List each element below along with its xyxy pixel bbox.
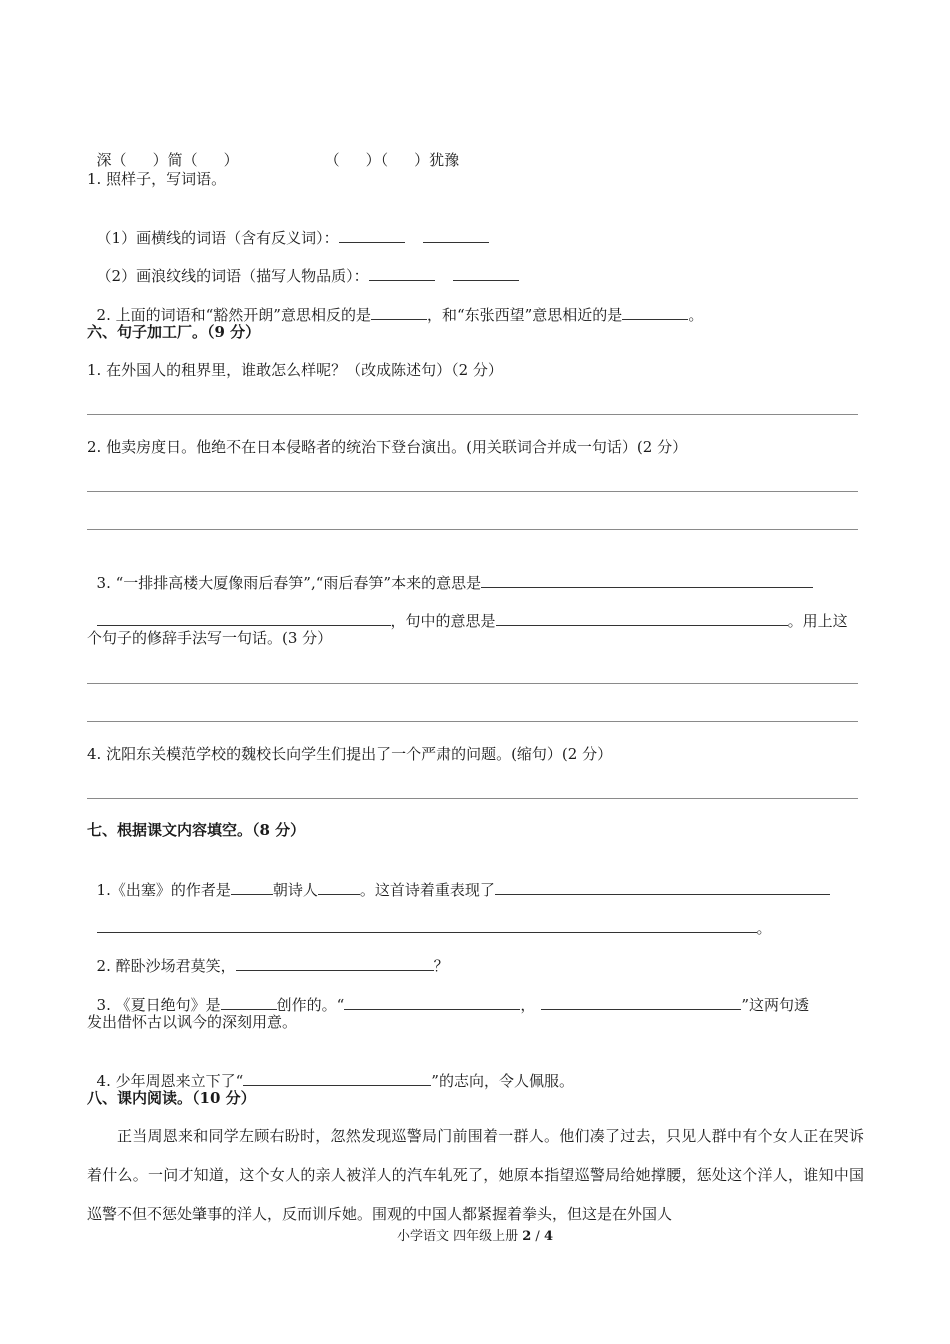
- page-footer: 小学语文 四年级上册 2 / 4: [396, 1229, 553, 1244]
- section-7-title: 七、根据课文内容填空。（8 分）: [87, 821, 306, 839]
- answer-blank[interactable]: [369, 265, 435, 281]
- answer-line[interactable]: [87, 491, 858, 492]
- question-7-4: 4. 少年周恩来立下了“ ”的志向，令人佩服。: [96, 1072, 574, 1090]
- answer-blank[interactable]: [97, 917, 757, 933]
- word-pairs-row: 深（ ）简（ ） （ ）（ ）犹豫: [96, 151, 460, 169]
- question-6-2: 2. 他卖房度日。他绝不在日本侵略者的统治下登台演出。(用关联词合并成一句话）(2 分）: [87, 438, 688, 456]
- answer-blank[interactable]: [496, 610, 788, 626]
- answer-blank[interactable]: [221, 994, 277, 1010]
- answer-blank[interactable]: [339, 227, 405, 243]
- section-8-title: 八、课内阅读。（10 分）: [87, 1089, 256, 1107]
- answer-blank[interactable]: [236, 955, 434, 971]
- answer-line[interactable]: [87, 798, 858, 799]
- answer-blank[interactable]: [495, 879, 830, 895]
- answer-blank[interactable]: [423, 227, 489, 243]
- question-7-2: 2. 醉卧沙场君莫笑， ？: [96, 957, 449, 975]
- question-6-4: 4. 沈阳东关模范学校的魏校长向学生们提出了一个严肃的问题。(缩句）(2 分）: [87, 745, 613, 763]
- question-5-2: 2. 上面的词语和“豁然开朗”意思相反的是 ，和“东张西望”意思相近的是 。: [96, 306, 704, 324]
- answer-blank[interactable]: [371, 304, 427, 320]
- question-6-3-cont2: 个句子的修辞手法写一句话。(3 分）: [87, 629, 333, 647]
- answer-blank[interactable]: [344, 994, 520, 1010]
- question-7-3-cont: 发出借怀古以讽今的深刻用意。: [87, 1013, 298, 1031]
- question-7-1: 1.《出塞》的作者是 朝诗人 。这首诗着重表现了: [87, 859, 830, 900]
- question-6-1: 1. 在外国人的租界里，谁敢怎么样呢？（改成陈述句）（2 分）: [87, 361, 503, 379]
- section-6-title: 六、句子加工厂。（9 分）: [87, 323, 261, 341]
- answer-blank[interactable]: [481, 572, 813, 588]
- answer-blank[interactable]: [97, 610, 391, 626]
- answer-blank[interactable]: [318, 879, 360, 895]
- question-6-3: 3. “一排排高楼大厦像雨后春笋”,“雨后春笋”本来的意思是: [87, 552, 813, 593]
- question-5-1-1: （1）画横线的词语（含有反义词）：: [87, 207, 489, 248]
- question-7-3: 3. 《夏日绝句》是 创作的。“ ， ”这两句透: [96, 996, 809, 1014]
- reading-passage: 正当周恩来和同学左顾右盼时，忽然发现巡警局门前围着一群人。他们凑了过去，只见人群中有个女人正在哭诉着什么。一问才知道，这个女人的亲人被洋人的汽车轧死了，她原本指望巡警局给她撑腰，惩处这个洋人，谁知中国巡警不但不惩处肇事的洋人，反而训斥她。围观的中国人都紧握着拳头，但这是在外国人: [87, 1127, 864, 1223]
- answer-blank[interactable]: [622, 304, 688, 320]
- page-number: 2: [522, 1229, 532, 1244]
- answer-line[interactable]: [87, 529, 858, 530]
- answer-line[interactable]: [87, 414, 858, 415]
- page-total: 4: [543, 1229, 553, 1244]
- question-5-1: 1. 照样子，写词语。: [87, 170, 227, 188]
- answer-blank[interactable]: [243, 1070, 431, 1086]
- answer-blank[interactable]: [453, 265, 519, 281]
- question-5-1-2: （2）画浪纹线的词语（描写人物品质）：: [87, 245, 519, 286]
- question-7-1-cont: 。: [87, 897, 772, 938]
- question-6-3-cont: ，句中的意思是 。用上这: [87, 590, 848, 631]
- answer-line[interactable]: [87, 683, 858, 684]
- answer-line[interactable]: [87, 721, 858, 722]
- answer-blank[interactable]: [541, 994, 741, 1010]
- answer-blank[interactable]: [231, 879, 273, 895]
